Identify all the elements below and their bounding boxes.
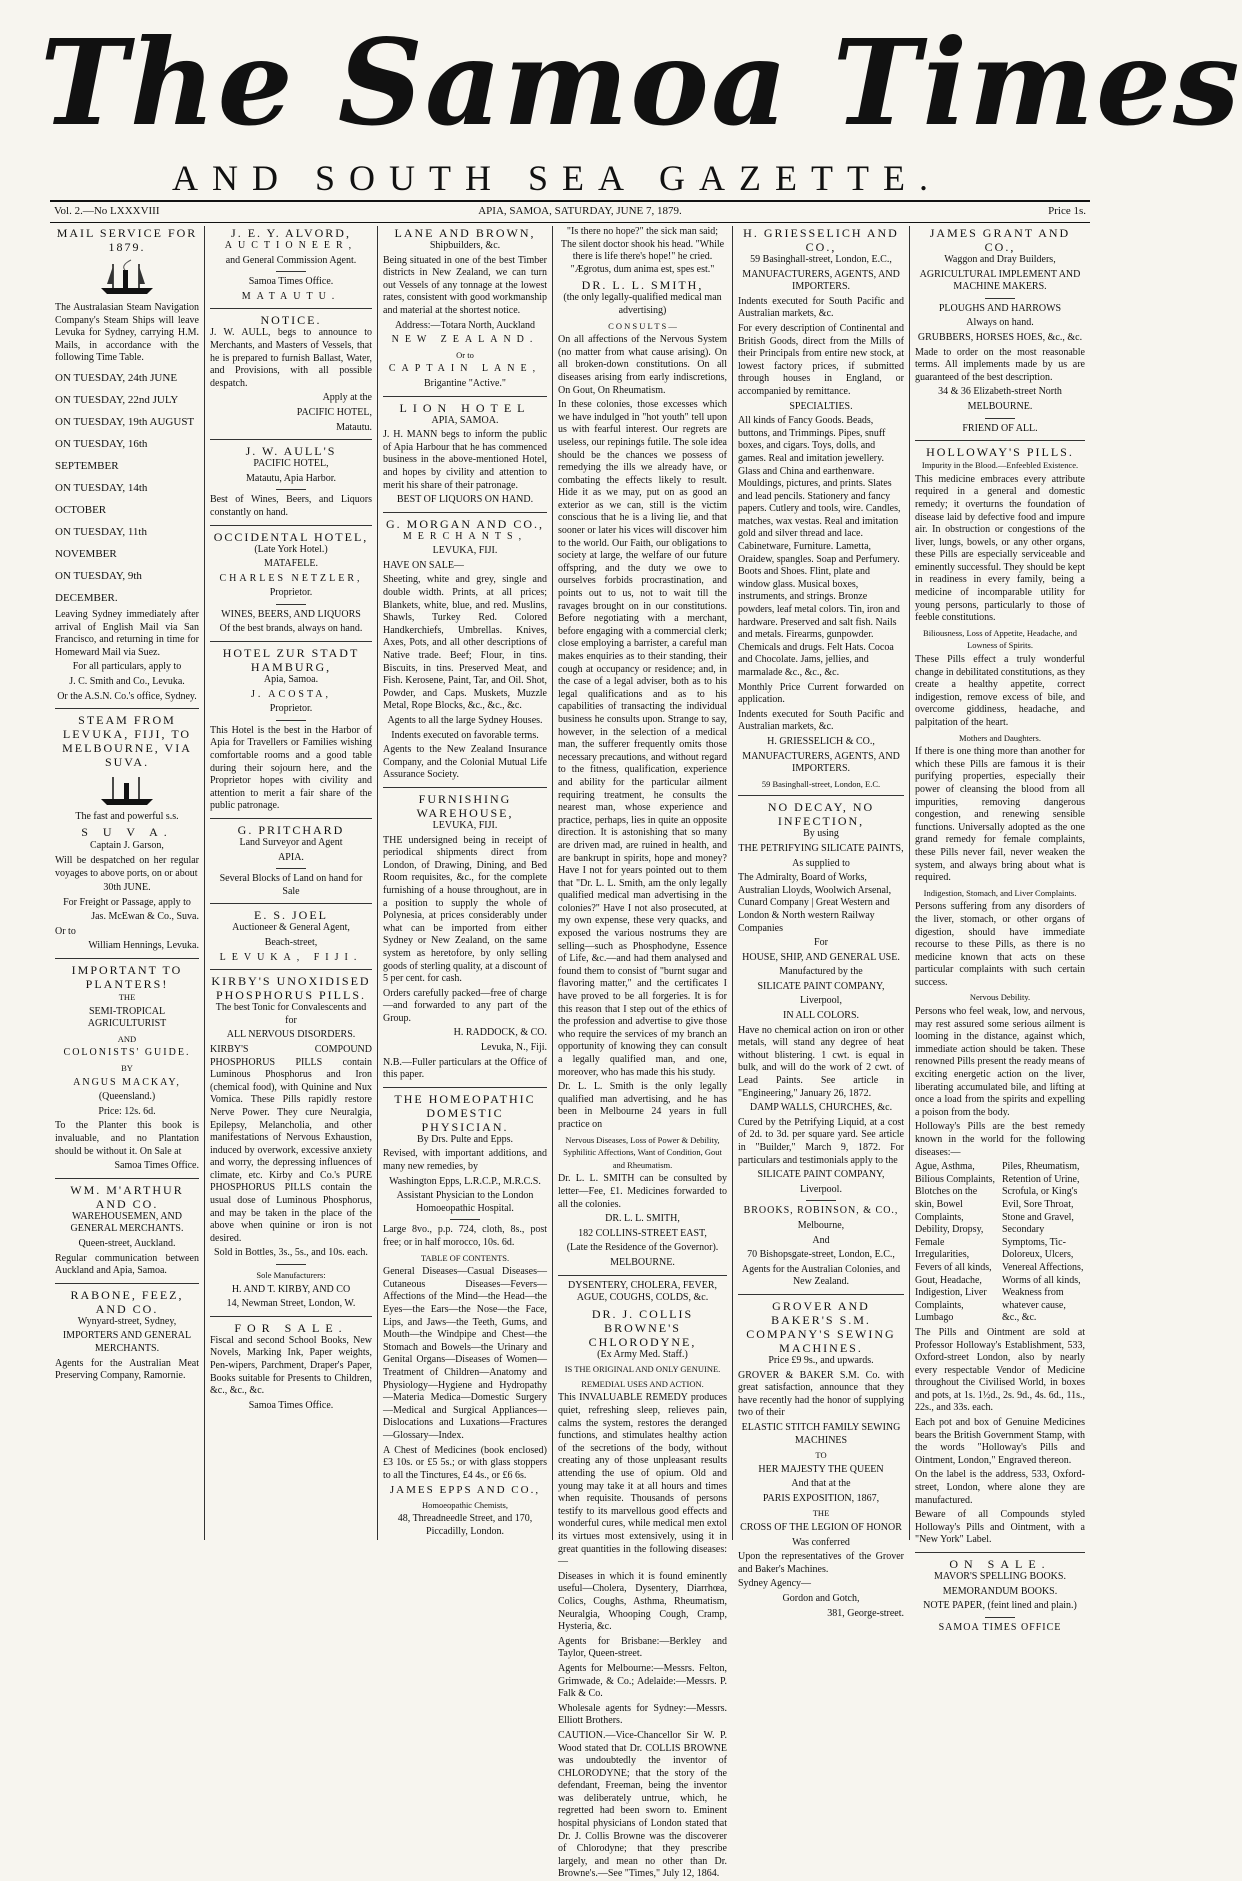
griesselich-ad: H. GRIESSELICH AND CO., 59 Basinghall-street, London, E.C., MANUFACTURERS, AGENTS, AND IMPORTERS. Indents executed for South Pacific and Australian markets, &c. For every description of Continental and British Goods, direct from the Mills of their Principals from entire new stock, at lowest factory prices, if submitted through houses in England, or accompanied by remittance. SPECIALTIES. All kinds of Fancy Goods. Beads, buttons, and Trimmings. Pipes, snuff boxes, and cigars. Toys, dolls, and games. Real and imitation jewellery. Glass and China and earthenware. Mouldings, pictures, and prints. Slates and lead pencils. Stationery and fancy papers. Cutlery and tools, wire. Candles, matches, wax vestas. Real and imitation gold and silver thread and lace. Cabinetware, Furniture. Lametta, Oraidew, spangles. Soap and Perfumery. Boots and Shoes. Flint, plate and window glass. Musical boxes, instruments, and strings. Bronze powders, leaf metal colors. Tin, iron and hardware. Preserved and salt fish. Nails and metals. Firearms, gunpowder. Chemicals and drugs. Felt Hats. Cocoa and Chocolate. Jams, jellies, and marmalade &c., &c., &c. Monthly Price Current forwarded on application. Indents executed for South Pacific and Australian markets, &c. H. GRIESSELICH & CO., MANUFACTURERS, AGENTS, AND IMPORTERS. 59 Basinghall-street, London, E.C. [738, 226, 904, 790]
issue-date: APIA, SAMOA, SATURDAY, JUNE 7, 1879. [430, 205, 730, 217]
dr-smith-ad: "Is there no hope?" the sick man said; The silent doctor shook his head. "While there is life there's hope!" he cried. "Ægrotus, dum anima est, spes est." DR. L. L. SMITH, (the only legally-qualified medical man advertising) C O N S U L T S — On all affections of the Nervous System (no matter from what cause arising). On all broken-down constitutions. On all diseases arising from early indiscretions, On Gout, On Rheumatism. In these colonies, those excesses which we have indulged in "hot youth" tell upon us with fearful interest. Our regrets are useless, our repinings futile. The sole idea should be the chances we possess of remedying the ills we already have, or combating the effects likely to result. Hide it as we may, put on as good an exterior as we can, still is the victim conscious that he is a living lie, and that sooner or later his vices will discover him to the world. Our Faith, our obligations to society at large, the welfare of our future offspring, and the duty we owe to ourselves forbids procrastination, and points out to us, not to wait till the ravages brought on in our constitutions. Before negotiating with a merchant, before engaging with a commercial clerk; close employing a barrister, a careful man makes enquiries as to their standing, their cough at occupancy or residence; and, in the case of a legal adviser, both as to his legal qualifications and as to his capabilities of transacting the individual business he consults upon. Strange to say, however, in the selection of a medical man, the sufferer frequently omits those necessary precautions, and without regard to the fitness, qualification, experience and ability for the particular ailment requiring treatment, he consults the nearest man, whose experience and practice, perhaps, lies in quite an opposite direction. It is astonishing that so many are driven mad, are ruined in health, and are bankrupt in spirits, hope and money? Have I not for years pointed out to them that "Dr. L. L. Smith, am the only legally qualified medical man advertising in the colonies?" Have I not also prosecuted, at my own expense, these very quacks, and exposed the various nostrums they are selling—such as Phosphodyne, Essence of Life, &c.—and had them analysed and found them to consist of "burnt sugar and flavoring matter," and the certificates I have proved to be all forgeries. It is for this reason that I step out of the ethics of the profession and advertise to give those who require the services of my branch an opportunity of knowing they can consult a legally qualified man, and one, moreover, who has made this his study. Dr. L. L. Smith is the only legally qualified man advertising, and he has been in Melbourne 24 years in full practice on Nervous Diseases, Loss of Power & Debility, Syphilitic Affections, Want of Condition, Gout and Rheumatism. Dr. L. L. SMITH can be consulted by letter—Fee, £1. Medicines forwarded to all the colonies. DR. L. L. SMITH, 182 COLLINS-STREET EAST, (Late the Residence of the Governor). MELBOURNE. [558, 226, 727, 1270]
dateline [50, 200, 1090, 223]
ad-heading: FOR SALE. [210, 1321, 372, 1335]
ad-heading: DR. L. L. SMITH, [558, 278, 727, 292]
occidental-hotel-ad: OCCIDENTAL HOTEL, (Late York Hotel.) MATAFELE. CHARLES NETZLER, Proprietor. WINES, BEERS, AND LIQUORS Of the best brands, always on hand. [210, 530, 372, 637]
joel-ad: E. S. JOEL Auctioneer & General Agent, Beach-street, LEVUKA, FIJI. [210, 908, 372, 964]
ad-heading: MAIL SERVICE FOR 1879. [55, 226, 199, 254]
price: Price 1s. [1048, 205, 1086, 217]
kirby-pills-ad: KIRBY'S UNOXIDISED PHOSPHORUS PILLS. The best Tonic for Convalescents and for ALL NERVOUS DISORDERS. KIRBY'S COMPOUND PHOSPHORUS PILLS contain Luminous Phosphorus and Iron (chemical food), with Quinine and Nux Vomica. These Pills rapidly restore Nerve Power. They cure Neuralgia, Epilepsy, Melancholia, and other manifestations of Nervous Exhaustion, induced by overwork, excessive anxiety and worry, the depressing influences of climate, etc. Kirby and Co.'s PURE PHOSPHORUS PILLS contain the usual dose of Luminous Phosphorus, and may be taken in the place of the above when quinine or iron is not desired. Sold in Bottles, 3s., 5s., and 10s. each. Sole Manufacturers: H. AND T. KIRBY, AND CO 14, Newman Street, London, W. [210, 974, 372, 1311]
pritchard-ad: G. PRITCHARD Land Surveyor and Agent APIA. Several Blocks of Land on hand for Sale [210, 823, 372, 898]
ad-heading: E. S. JOEL [210, 908, 372, 922]
lane-brown-ad: LANE AND BROWN, Shipbuilders, &c. Being situated in one of the best Timber districts in New Zealand, we can turn out Vessels of any tonnage at the lowest rates, consistent with good workmanship and material at the shortest notice. Address:—Totara North, Auckland NEW ZEALAND. Or to CAPTAIN LANE, Brigantine "Active." [383, 226, 547, 391]
steam-levuka-ad: STEAM FROM LEVUKA, FIJI, TO MELBOURNE, VIA SUVA. The fast and powerful s.s. S U V A. Captain J. Garson, Will be despatched on her regular voyages to above ports, on or about 30th JUNE. For Freight or Passage, apply to Jas. McEwan & Co., Suva. Or to William Hennings, Levuka. [55, 713, 199, 953]
ad-heading: LION HOTEL [383, 401, 547, 415]
ad-heading: ON SALE. [915, 1557, 1085, 1571]
steamship-icon [97, 258, 157, 298]
masthead [0, 0, 1114, 200]
steamship-icon [97, 773, 157, 807]
ad-heading: NOTICE. [210, 313, 372, 327]
column-4 [553, 226, 733, 1540]
notice-ad: NOTICE. J. W. AULL, begs to announce to Merchants, and Masters of Vessels, that he is prepared to furnish Ballast, Water, and Provisions, with all possible despatch. Apply at the PACIFIC HOTEL, Matautu. [210, 313, 372, 434]
alvord-ad: J. E. Y. ALVORD, AUCTIONEER, and General Commission Agent. Samoa Times Office. MATAUTU. [210, 226, 372, 303]
agriculturist-ad: IMPORTANT TO PLANTERS! THE SEMI-TROPICAL AGRICULTURIST AND COLONISTS' GUIDE. BY ANGUS MACKAY, (Queensland.) Price: 12s. 6d. To the Planter this book is invaluable, and no Plantation should be without it. On Sale at Samoa Times Office. [55, 963, 199, 1173]
column-5 [733, 226, 910, 1540]
ad-heading: DR. J. COLLIS BROWNE'S CHLORODYNE, [558, 1307, 727, 1349]
columns [50, 226, 1090, 1540]
ad-heading: HOLLOWAY'S PILLS. [915, 445, 1085, 459]
timetable: ON TUESDAY, 24th JUNE ON TUESDAY, 22nd JULY ON TUESDAY, 19th AUGUST ON TUESDAY, 16th SEPTEMBER ON TUESDAY, 14th OCTOBER ON TUESDAY, 11th NOVEMBER ON TUESDAY, 9th DECEMBER. [55, 367, 199, 609]
ad-heading: OCCIDENTAL HOTEL, [210, 530, 372, 544]
ad-heading: IMPORTANT TO PLANTERS! [55, 963, 199, 991]
homeopathic-ad: THE HOMEOPATHIC DOMESTIC PHYSICIAN. By Drs. Pulte and Epps. Revised, with important additions, and many new remedies, by Washington Epps, L.R.C.P., M.R.C.S. Assistant Physician to the London Homoeopathic Hospital. Large 8vo., p.p. 724, cloth, 8s., post free; or in half morocco, 10s. 6d. TABLE OF CONTENTS. General Diseases—Casual Diseases—Cutaneous Diseases—Fevers—Affections of the Mind—the Head—the Eyes—the Ears—the Nose—the Face, Lips, and Jaws—the Teeth, Gums, and Mouth—the Windpipe and Chest—the Stomach and Bowels—the Urinary and Genital Organs—Diseases of Women—Treatment of Children—Anatomy and Physiology—Hygiene and Hydropathy—Materia Medica—Domestic Surgery—Medical and Surgical Appliances—Dislocations and Luxations—Fractures—Glossary—Index. A Chest of Medicines (book enclosed) £3 10s. or £5 5s.; or with glass stoppers to all the Tinctures, £4 4s., or £6 6s. JAMES EPPS AND CO., Homoeopathic Chemists, 48, Threadneedle Street, and 170, Piccadilly, London. [383, 1092, 547, 1539]
volume-number: Vol. 2.—No LXXXVIII [54, 205, 160, 217]
ad-heading: JAMES GRANT AND CO., [915, 226, 1085, 254]
ad-heading: THE HOMEOPATHIC DOMESTIC PHYSICIAN. [383, 1092, 547, 1134]
ad-heading: J. W. AULL'S [210, 444, 372, 458]
grover-baker-ad: GROVER AND BAKER'S S.M. COMPANY'S SEWING MACHINES. Price £9 9s., and upwards. GROVER & BAKER S.M. Co. with great satisfaction, announce that they have recently had the honor of supplying two of their ELASTIC STITCH FAMILY SEWING MACHINES TO HER MAJESTY THE QUEEN And that at the PARIS EXPOSITION, 1867, THE CROSS OF THE LEGION OF HONOR Was conferred Upon the representatives of the Grover and Baker's Machines. Sydney Agency— Gordon and Gotch, 381, George-street. [738, 1299, 904, 1620]
hamburg-hotel-ad: HOTEL ZUR STADT HAMBURG, Apia, Samoa. J. ACOSTA, Proprietor. This Hotel is the best in the Harbor of Apia for Travellers or Families wishing comfortable rooms and a good table during their sojourn here, and the Proprietor hopes with civility and attention to merit a fair share of the public patronage. [210, 646, 372, 813]
ad-heading: FURNISHING WAREHOUSE, [383, 792, 547, 820]
chlorodyne-ad: DYSENTERY, CHOLERA, FEVER, AGUE, COUGHS, COLDS, &c. DR. J. COLLIS BROWNE'S CHLORODYNE, (Ex Army Med. Staff.) IS THE ORIGINAL AND ONLY GENUINE. REMEDIAL USES AND ACTION. This INVALUABLE REMEDY produces quiet, refreshing sleep, relieves pain, calms the system, restores the deranged functions, and stimulates healthy action of the secretions of the body, without creating any of those unpleasant results attending the use of opium. Old and young may take it at all hours and times when requisite. Thousands of persons testify to its marvellous good effects and wonderful cures, while medical men extol its virtues most extensively, using it in great quantities in the following diseases:— Diseases in which it is found eminently useful—Cholera, Dysentery, Diarrhœa, Colics, Coughs, Asthma, Rheumatism, Neuralgia, Whooping Cough, Cramp, Hysteria, &c. Agents for Brisbane:—Berkley and Taylor, Queen-street. Agents for Melbourne:—Messrs. Felton, Grimwade, & Co.; Adelaide:—Messrs. P. Falk & Co. Wholesale agents for Sydney:—Messrs. Elliott Brothers. CAUTION.—Vice-Chancellor Sir W. P. Wood stated that Dr. COLLIS BROWNE was undoubtedly the inventor of CHLORODYNE; that the story of the defendant, Freeman, being the inventor was deliberately untrue, which, he regretted had been sworn to. Eminent hospital physicians of London stated that Dr. J. Collis Browne was the discoverer of Chlorodyne; that they prescribe largely, and mean no other than Dr. Browne's.—See "Times," July 12, 1864. [558, 1280, 727, 1881]
rabone-ad: RABONE, FEEZ, AND CO. Wynyard-street, Sydney, IMPORTERS AND GENERAL MERCHANTS. Agents for the Australian Meat Preserving Company, Ramornie. [55, 1288, 199, 1383]
furnishing-warehouse-ad: FURNISHING WAREHOUSE, LEVUKA, FIJI. THE undersigned being in receipt of periodical shipments direct from London, of Drawing, Dining, and Bed Room requisites, &c., for the complete furnishing of a house throughout, are in a position to supply the whole of Polynesia, at prices considerably under what can be imported from either Sydney or New Zealand, on the same system as heretofore, by only selling goods of sterling quality, at a discount of 5 per cent. for cash. Orders carefully packed—free of charge—and forwarded to any part of the Group. H. RADDOCK, & CO. Levuka, N., Fiji. N.B.—Fuller particulars at the Office of this paper. [383, 792, 547, 1082]
ad-heading: LANE AND BROWN, [383, 226, 547, 240]
james-grant-ad: JAMES GRANT AND CO., Waggon and Dray Builders, AGRICULTURAL IMPLEMENT AND MACHINE MAKERS. PLOUGHS AND HARROWS Always on hand. GRUBBERS, HORSES HOES, &c., &c. Made to order on the most reasonable terms. All implements made by us are guaranteed of the best description. 34 & 36 Elizabeth-street North MELBOURNE. FRIEND OF ALL. [915, 226, 1085, 435]
ad-heading: HOTEL ZUR STADT HAMBURG, [210, 646, 372, 674]
ad-heading: STEAM FROM LEVUKA, FIJI, TO MELBOURNE, VIA SUVA. [55, 713, 199, 769]
ad-heading: G. PRITCHARD [210, 823, 372, 837]
ad-heading: GROVER AND BAKER'S S.M. COMPANY'S SEWING MACHINES. [738, 1299, 904, 1355]
column-2 [205, 226, 378, 1540]
aulls-hotel-ad: J. W. AULL'S PACIFIC HOTEL, Matautu, Apia Harbor. Best of Wines, Beers, and Liquors constantly on hand. [210, 444, 372, 519]
for-sale-ad: FOR SALE. Fiscal and second School Books, New Novels, Marking Ink, Paper weights, Pen-wipers, Parchment, Draper's Paper, Books suitable for Presents to Children, &c., &c., &c. Samoa Times Office. [210, 1321, 372, 1413]
mcarthur-ad: WM. M'ARTHUR AND CO. WAREHOUSEMEN, AND GENERAL MERCHANTS. Queen-street, Auckland. Regular communication between Auckland and Apia, Samoa. [55, 1183, 199, 1278]
newspaper-subtitle: AND SOUTH SEA GAZETTE. [0, 158, 1114, 198]
column-3 [378, 226, 553, 1540]
lion-hotel-ad: LION HOTEL APIA, SAMOA. J. H. MANN begs to inform the public of Apia Harbour that he has commenced business in the above-mentioned Hotel, and hopes by civility and attention to merit his share of their patronage. BEST OF LIQUORS ON HAND. [383, 401, 547, 507]
mail-service-ad: MAIL SERVICE FOR 1879. The Australasian Steam Navigation Company's Steam Ships will leave Levuka for Sydney, carrying H.M. Mails, in accordance with the following Time Table. ON TUESDAY, 24th JUNE ON TUESDAY, 22nd JULY ON TUESDAY, 19th AUGUST ON TUESDAY, 16th SEPTEMBER ON TUESDAY, 14th OCTOBER ON TUESDAY, 11th NOVEMBER ON TUESDAY, 9th DECEMBER. Leaving Sydney immediately after arrival of English Mail via San Francisco, and returning in time for Homeward Mail via Suez. For all particulars, apply to J. C. Smith and Co., Levuka. Or the A.S.N. Co.'s office, Sydney. [55, 226, 199, 703]
column-6 [910, 226, 1090, 1540]
ad-heading: G. MORGAN AND CO., [383, 517, 547, 531]
ad-heading: J. E. Y. ALVORD, [210, 226, 372, 240]
newspaper-title: The Samoa Times [40, 8, 1080, 158]
holloway-pills-ad: HOLLOWAY'S PILLS. Impurity in the Blood.—Enfeebled Existence. This medicine embraces every attribute required in a general and domestic remedy; it overturns the foundation of disease laid by defective food and impure air. In obstruction or congestions of the liver, lungs, bowels, or any other organs, these Pills are especially serviceable and eminently successful. They should be kept in readiness in every family, being a medicine of incomparable utility for young persons, particularly to those of feeble constitutions. Biliousness, Loss of Appetite, Headache, and Lowness of Spirits. These Pills effect a truly wonderful change in debilitated constitutions, as they create a healthy appetite, correct indigestion, remove excess of bile, and overcome giddiness, headache, and palpitation of the heart. Mothers and Daughters. If there is one thing more than another for which these Pills are famous it is their purifying properties, especially their power of cleansing the blood from all impurities, removing dangerous congestion, and renewing sensible functions. Universally adopted as the one grand remedy for female complaints, these Pills never fail, never weaken the system, and always bring about what is required. Indigestion, Stomach, and Liver Complaints. Persons suffering from any disorders of the liver, stomach, or other organs of digestion, should have immediate recourse to these Pills, as there is no medicine known that acts on these particular complaints with such certain success. Nervous Debility. Persons who feel weak, low, and nervous, may rest assured some serious ailment is looming in the distance, against which, immediate action should be taken. These renowned Pills present the ready means of exciting energetic action on the liver, liberating accumulated bile, and lifting at once a load from the spirits and expelling a poison from the body. Holloway's Pills are the best remedy known in the world for the following diseases:— Ague, Asthma, Bilious Complaints, Blotches on the skin, Bowel Complaints, Debility, Dropsy, Female Irregularities, Fevers of all kinds, Gout, Headache, Indigestion, Liver Complaints, Lumbago Piles, Rheumatism, Retention of Urine, Scrofula, or King's Evil, Sore Throat, Stone and Gravel, Secondary Symptoms, Tic-Doloreux, Ulcers, Venereal Affections, Worms of all kinds, Weakness from whatever cause, &c., &c. The Pills and Ointment are sold at Professor Holloway's Establishment, 533, Oxford-street London, also by nearly every respectable Vendor of Medicine throughout the Civilised World, in boxes and pots, at 1s. 1½d., 2s. 9d., 4s. 6d., 11s., 22s., and 33s. each. Each pot and box of Genuine Medicines bears the British Government Stamp, with the words "Holloway's Pills and Ointment, London," Engraved thereon. On the label is the address, 533, Oxford-street, London, where alone they are manufactured. Beware of all Compounds styled Holloway's Pills and Ointment, with a "New York" Label. [915, 445, 1085, 1547]
ad-heading: WM. M'ARTHUR AND CO. [55, 1183, 199, 1211]
column-1 [50, 226, 205, 1540]
ad-heading: RABONE, FEEZ, AND CO. [55, 1288, 199, 1316]
on-sale-ad: ON SALE. MAVOR'S SPELLING BOOKS. MEMORANDUM BOOKS. NOTE PAPER, (feint lined and plain.) SAMOA TIMES OFFICE [915, 1557, 1085, 1634]
silicate-paints-ad: NO DECAY, NO INFECTION, By using THE PETRIFYING SILICATE PAINTS, As supplied to The Admiralty, Board of Works, Australian Lloyds, Woolwich Arsenal, Cunard Company | Great Western and London & North western Railway Companies For HOUSE, SHIP, AND GENERAL USE. Manufactured by the SILICATE PAINT COMPANY, Liverpool, IN ALL COLORS. Have no chemical action on iron or other metals, will stand any degree of heat without blistering. 1 cwt. is equal in bulk, and will do the work of 2 cwt. of Lead Paints. See article in "Engineering," January 26, 1872. DAMP WALLS, CHURCHES, &c. Cured by the Petrifying Liquid, at a cost of 2d. to 3d. per square yard. See article in "Builder," March 9, 1872. For particulars and testimonials apply to the SILICATE PAINT COMPANY, Liverpool. BROOKS, ROBINSON, & CO., Melbourne, And 70 Bishopsgate-street, London, E.C., Agents for the Australian Colonies, and New Zealand. [738, 800, 904, 1289]
ad-heading: H. GRIESSELICH AND CO., [738, 226, 904, 254]
morgan-ad: G. MORGAN AND CO., MERCHANTS, LEVUKA, FIJI. HAVE ON SALE— Sheeting, white and grey, single and double width. Prints, at all prices; Blankets, white, blue, and red. Muslins, Shawls, Turkey Red. Colored Handkerchiefs, Umbrellas. Knives, Axes, Pots, and all other descriptions of Native trade. Beef; Flour, in tins. Biscuits, in tins. Preserved Meat, and Fish. Kerosene, Paint, Tar, and Oil. Shot, Powder, and Caps. Muskets, Muzzle Metal, Rope Blocks, &c., &c., &c. Agents to all the large Sydney Houses. Indents executed on favorable terms. Agents to the New Zealand Insurance Company, and the Colonial Mutual Life Assurance Society. [383, 517, 547, 782]
ad-heading: NO DECAY, NO INFECTION, [738, 800, 904, 828]
ad-heading: KIRBY'S UNOXIDISED PHOSPHORUS PILLS. [210, 974, 372, 1002]
disease-list: Ague, Asthma, Bilious Complaints, Blotches on the skin, Bowel Complaints, Debility, Dropsy, Female Irregularities, Fevers of all kinds, Gout, Headache, Indigestion, Liver Complaints, Lumbago Piles, Rheumatism, Retention of Urine, Scrofula, or King's Evil, Sore Throat, Stone and Gravel, Secondary Symptoms, Tic-Doloreux, Ulcers, Venereal Affections, Worms of all kinds, Weakness from whatever cause, &c., &c. [915, 1161, 1085, 1327]
